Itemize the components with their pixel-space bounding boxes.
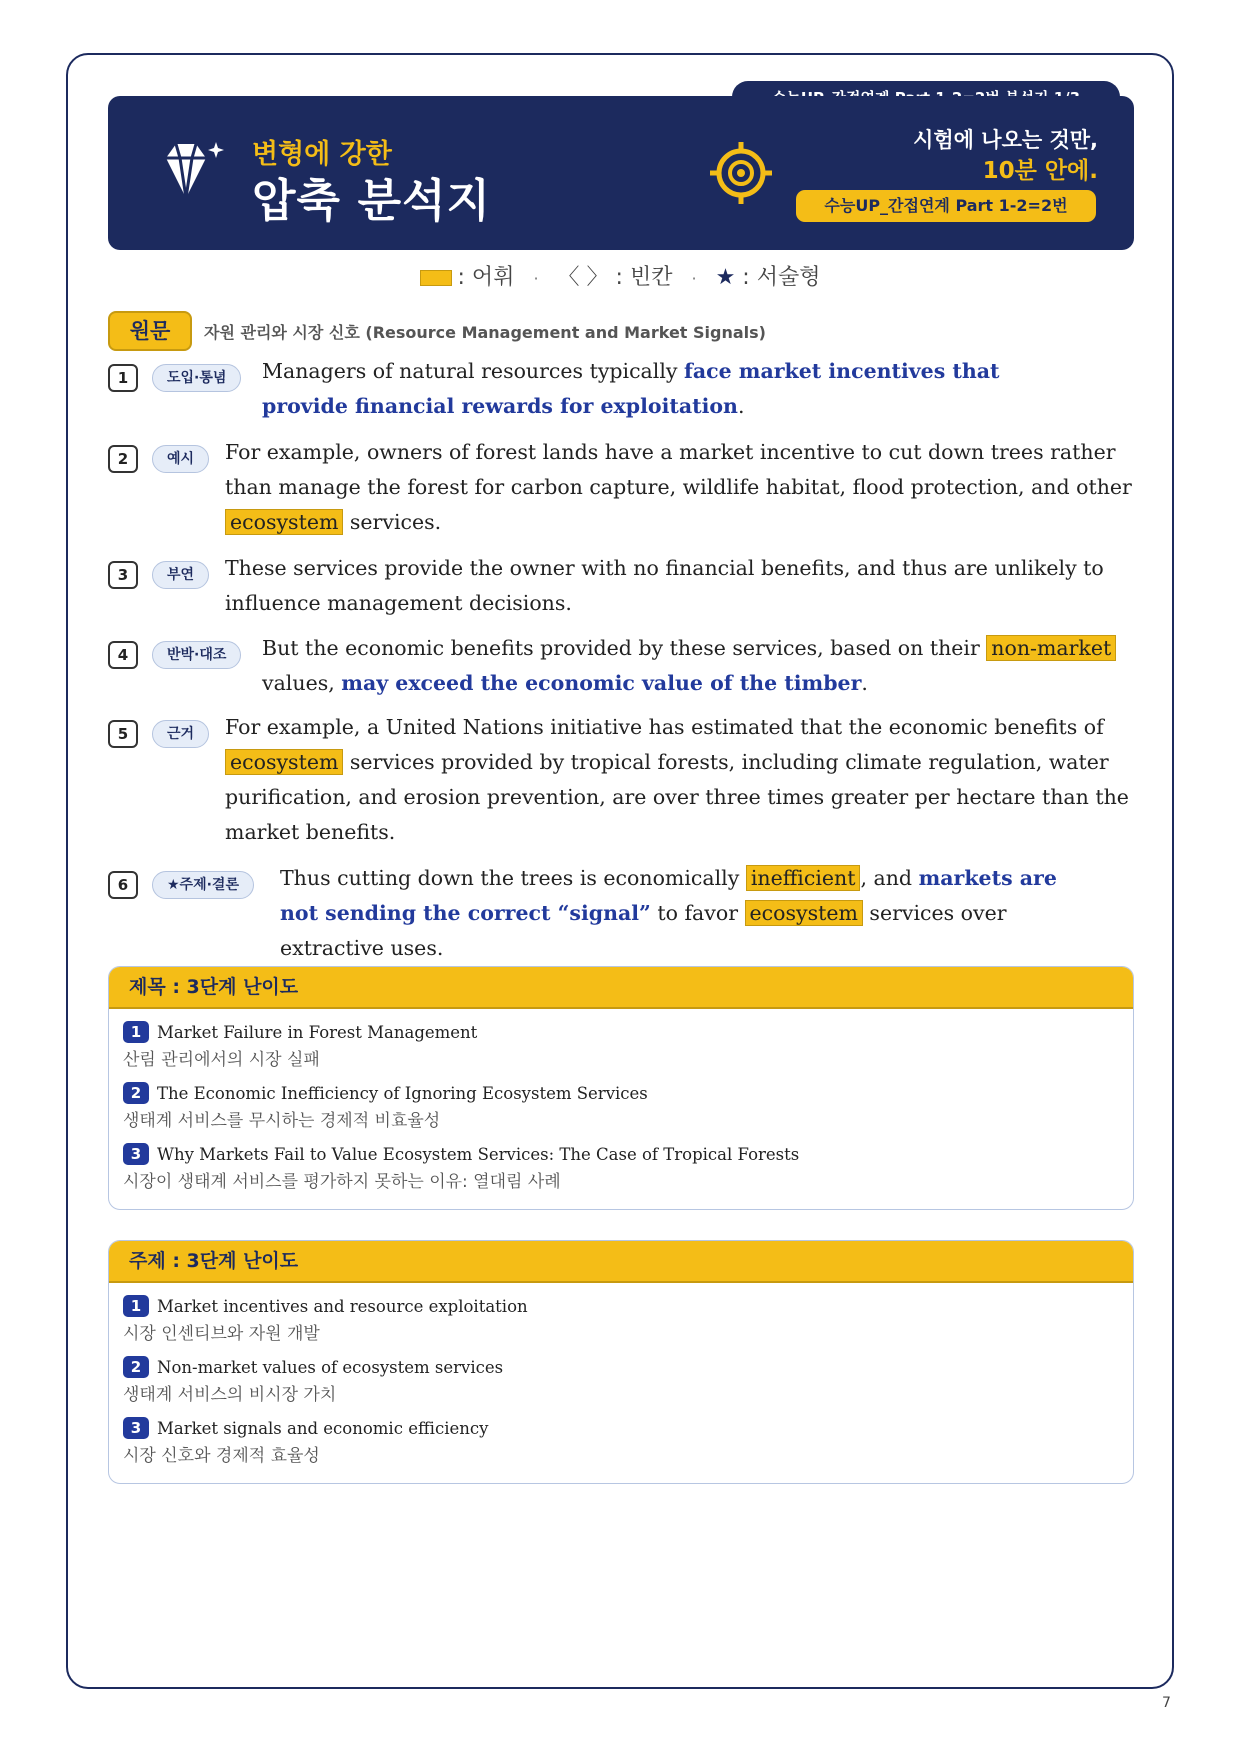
title-option-1 — [109, 1021, 1133, 1070]
sentence-number: 4 — [108, 641, 138, 669]
target-icon — [708, 140, 774, 206]
sentence-number: 3 — [108, 561, 138, 589]
titles-box-heading: 제목 : 3단계 난이도 — [109, 967, 1133, 1009]
vocab-highlight: ecosystem — [225, 749, 343, 775]
sentence-role-tag: 부연 — [152, 561, 209, 589]
sentence-number: 1 — [108, 364, 138, 392]
sentence-role-tag: 예시 — [152, 445, 209, 473]
sentence-number: 6 — [108, 871, 138, 899]
title-option-en: Why Markets Fail to Value Ecosystem Services: The Case of Tropical Forests — [157, 1145, 800, 1164]
option-number-badge: 3 — [123, 1143, 149, 1165]
topic-option-en: Non-market values of ecosystem services — [157, 1358, 504, 1377]
sentence-role-tag: ★주제·결론 — [152, 871, 254, 899]
sentence-number: 2 — [108, 445, 138, 473]
option-number-badge: 1 — [123, 1021, 149, 1043]
legend-essay: : 서술형 — [742, 265, 821, 290]
title-option-3 — [109, 1143, 1133, 1192]
sentence-role-tag: 반박·대조 — [152, 641, 241, 669]
tagline-line-2: 10분 안에. — [982, 158, 1098, 184]
vocab-swatch-icon — [420, 270, 452, 286]
legend-blank-symbol: 〈 〉 — [557, 265, 609, 290]
topic-option-ko: 생태계 서비스의 비시장 가치 — [123, 1385, 337, 1405]
star-icon: ★ — [715, 265, 736, 290]
original-text-label: 원문 — [108, 311, 192, 351]
sentence-text: Managers of natural resources typically face market incentives that provide financial rewards for exploitation. — [262, 359, 1000, 418]
titles-box — [108, 966, 1134, 1210]
title-option-en: Market Failure in Forest Management — [157, 1023, 478, 1042]
topic-option-ko: 시장 인센티브와 자원 개발 — [123, 1324, 320, 1344]
sentence-text: Thus cutting down the trees is economically inefficient , and markets are not sending the correct “signal” to favor ecosystem services over extractive uses. — [280, 866, 1057, 960]
topic-option-1 — [109, 1295, 1133, 1344]
title-option-ko: 시장이 생태계 서비스를 평가하지 못하는 이유: 열대림 사례 — [123, 1172, 561, 1192]
header-title: 압축 분석지 — [252, 174, 492, 227]
sentence-text: But the economic benefits provided by these services, based on their non-market values, may exceed the economic value of the timber. — [262, 631, 1137, 701]
diamond-icon — [158, 136, 228, 206]
header-subtitle: 변형에 강한 — [252, 139, 392, 170]
topics-box — [108, 1240, 1134, 1484]
header-banner — [108, 96, 1134, 250]
sentence-text: For example, a United Nations initiative has estimated that the economic benefits of ecosystem services provided by tropical forests, including climate regulation, water purification, and erosion prevention, are over three times greater per hectare than the market benefits. — [225, 715, 1129, 844]
tagline-line-1: 시험에 나오는 것만, — [913, 128, 1098, 152]
key-phrase: face market incentives that provide financial rewards for exploitation — [262, 359, 1000, 418]
vocab-highlight: ecosystem — [745, 900, 863, 926]
title-option-en: The Economic Inefficiency of Ignoring Ecosystem Services — [157, 1084, 648, 1103]
title-option-ko: 생태계 서비스를 무시하는 경제적 비효율성 — [123, 1111, 441, 1131]
vocab-highlight: non-market — [986, 635, 1116, 661]
topic-option-3 — [109, 1417, 1133, 1466]
title-option-2 — [109, 1082, 1133, 1131]
sentence-role-tag: 근거 — [152, 720, 209, 748]
topic-option-ko: 시장 신호와 경제적 효율성 — [123, 1446, 320, 1466]
topic-option-en: Market incentives and resource exploitation — [157, 1297, 528, 1316]
sentence-number: 5 — [108, 720, 138, 748]
title-option-ko: 산림 관리에서의 시장 실패 — [123, 1050, 320, 1070]
option-number-badge: 2 — [123, 1082, 149, 1104]
source-pill: 수능UP_간접연계 Part 1-2=2번 — [796, 190, 1096, 222]
topic-option-en: Market signals and economic efficiency — [157, 1419, 489, 1438]
topics-box-heading: 주제 : 3단계 난이도 — [109, 1241, 1133, 1283]
vocab-highlight: ecosystem — [225, 509, 343, 535]
topic-option-2 — [109, 1356, 1133, 1405]
option-number-badge: 3 — [123, 1417, 149, 1439]
page-number: 7 — [1162, 1695, 1171, 1711]
legend-vocab: : 어휘 — [457, 265, 515, 290]
sentence-text: For example, owners of forest lands have a market incentive to cut down trees rather than manage the forest for carbon capture, wildlife habitat, flood protection, and other ecosystem services. — [225, 440, 1132, 534]
sentence-role-tag: 도입·통념 — [152, 364, 241, 392]
sentence-text: These services provide the owner with no financial benefits, and thus are unlikely to influence management decisions. — [225, 556, 1104, 615]
legend-blank: : 빈칸 — [615, 265, 673, 290]
option-number-badge: 1 — [123, 1295, 149, 1317]
key-phrase: may exceed the economic value of the timber — [341, 671, 862, 695]
passage-title: 자원 관리와 시장 신호 (Resource Management and Market Signals) — [204, 323, 766, 342]
legend: : 어휘 · 〈 〉 : 빈칸 · ★ : 서술형 — [0, 260, 1240, 291]
key-phrase: markets are not sending the correct “signal” — [280, 866, 1057, 925]
option-number-badge: 2 — [123, 1356, 149, 1378]
vocab-highlight: inefficient — [746, 865, 861, 891]
